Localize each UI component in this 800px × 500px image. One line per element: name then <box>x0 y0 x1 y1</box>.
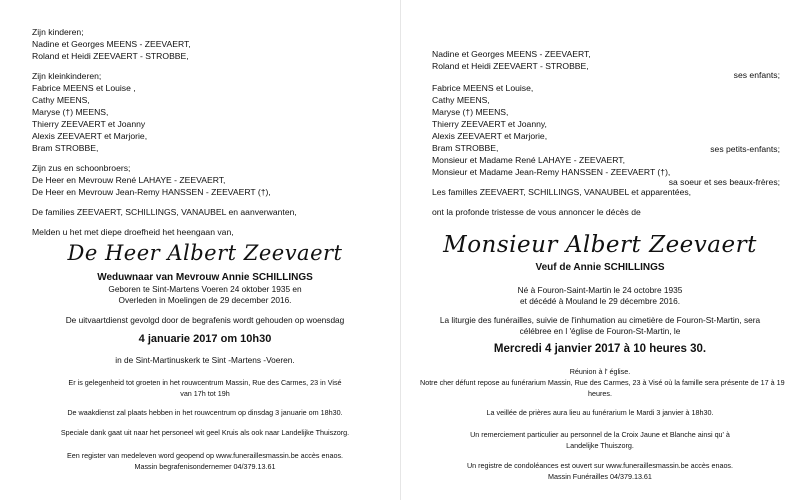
child-line: Roland et Heidi ZEEVAERT - STROBBE, <box>432 61 589 71</box>
children-label: ses enfants; <box>733 70 780 80</box>
funeral-date: Mercredi 4 janvier 2017 à 10 heures 30. <box>493 343 707 355</box>
sibling-line: De Heer en Mevrouw René LAHAYE - ZEEVAERT, <box>32 175 226 185</box>
sibling-line: Monsieur et Madame Jean-Remy HANSSEN - ZEEVAERT (†), <box>432 167 671 177</box>
liturgy-line: La liturgie des funérailles, suivie de l'inhumation au cimetière de Fouron-St-Martin, sera <box>439 315 761 325</box>
funeral-date: 4 januarie 2017 om 10h30 <box>138 333 272 345</box>
grandchild-line: Thierry ZEEVAERT et Joanny, <box>432 119 547 129</box>
grandchild-line: Fabrice MEENS et Louise , <box>32 83 136 93</box>
death-line: et décédé à Mouland le 29 décembre 2016. <box>519 296 681 306</box>
undertaker-line: Massin begrafenisondernemer 04/379.13.61 <box>134 462 276 471</box>
families-line: Les familles ZEEVAERT, SCHILLINGS, VANAUBEL et apparentées, <box>432 187 692 197</box>
grandchildren-label: ses petits-enfants; <box>710 144 780 154</box>
thanks-line: Landelijke Thuiszorg. <box>566 441 634 450</box>
thanks-line: Un remerciement particulier au personnel de la Croix Jaune et Blanche ainsi qu' à <box>470 430 730 439</box>
thanks-line: Speciale dank gaat uit naar het personeel wit geel Kruis als ook naar Landelijke Thuiszorg. <box>60 428 350 437</box>
grandchild-line: Fabrice MEENS et Louise, <box>432 83 534 93</box>
child-line: Nadine et Georges MEENS - ZEEVAERT, <box>432 49 591 59</box>
deceased-name: Monsieur Albert Zeevaert <box>443 232 757 258</box>
church-line: in de Sint-Martinuskerk te Sint -Martens -Voeren. <box>115 355 295 365</box>
vigil-line: La veillée de prières aura lieu au funérarium le Mardi 3 janvier à 18h30. <box>486 408 714 417</box>
grandchild-line: Bram STROBBE, <box>32 143 99 153</box>
grandchild-line: Maryse (†) MEENS, <box>432 107 509 117</box>
children-heading: Zijn kinderen; <box>32 27 84 37</box>
families-line: De families ZEEVAERT, SCHILLINGS, VANAUBEL en aanverwanten, <box>32 207 297 217</box>
grandchild-line: Bram STROBBE, <box>432 143 499 153</box>
child-line: Roland et Heidi ZEEVAERT - STROBBE, <box>32 51 189 61</box>
grandchild-line: Maryse (†) MEENS, <box>32 107 109 117</box>
widower-line: Weduwnaar van Mevrouw Annie SCHILLINGS <box>97 272 313 283</box>
grandchild-line: Thierry ZEEVAERT et Joanny <box>32 119 146 129</box>
widower-line: Veuf de Annie SCHILLINGS <box>535 262 665 273</box>
meeting-line: Réunion à l' église. <box>569 367 631 376</box>
undertaker-line: Massin Funérailles 04/379.13.61 <box>548 472 652 481</box>
siblings-label: sa soeur et ses beaux-frères; <box>668 177 780 187</box>
grandchild-line: Cathy MEENS, <box>432 95 490 105</box>
death-line: Overleden in Moelingen de 29 december 2016. <box>118 295 292 305</box>
funeral-intro: De uitvaartdienst gevolgd door de begrafenis wordt gehouden op woensdag <box>65 315 345 325</box>
viewing-line: Notre cher défunt repose au funérarium Massin, Rue des Carmes, 23 à Visé où la famille sera présente de 17 à 19 <box>420 378 785 387</box>
birth-line: Geboren te Sint-Martens Voeren 24 oktober 1935 en <box>108 284 302 294</box>
viewing-line: Er is gelegenheid tot groeten in het rouwcentrum Massin, Rue des Carmes, 23 in Visé <box>68 378 342 387</box>
siblings-heading: Zijn zus en schoonbroers; <box>32 163 131 173</box>
vigil-line: De waakdienst zal plaats hebben in het rouwcentrum op dinsdag 3 januarie om 18h30. <box>67 408 343 417</box>
grandchild-line: Alexis ZEEVAERT et Marjorie, <box>432 131 548 141</box>
viewing-hours: van 17h tot 19h <box>180 389 230 398</box>
announcement-line: Melden u het met diepe droefheid het heengaan van, <box>32 227 234 237</box>
viewing-hours: heures. <box>588 389 612 398</box>
sibling-line: Monsieur et Madame René LAHAYE - ZEEVAERT, <box>432 155 625 165</box>
birth-line: Né à Fouron-Saint-Martin le 24 octobre 1935 <box>517 285 683 295</box>
sibling-line: De Heer en Mevrouw Jean-Remy HANSSEN - ZEEVAERT (†), <box>32 187 271 197</box>
announcement-line: ont la profonde tristesse de vous annoncer le décès de <box>432 207 641 217</box>
page-fold <box>400 0 401 500</box>
register-line: Un registre de condoléances est ouvert sur www.funeraillesmassin.be accès enaos. <box>466 461 734 470</box>
child-line: Nadine et Georges MEENS - ZEEVAERT, <box>32 39 191 49</box>
grandchildren-heading: Zijn kleinkinderen; <box>32 71 102 81</box>
deceased-name: De Heer Albert Zeevaert <box>67 241 343 265</box>
grandchild-line: Alexis ZEEVAERT et Marjorie, <box>32 131 148 141</box>
grandchild-line: Cathy MEENS, <box>32 95 90 105</box>
liturgy-line: célébree en l 'église de Fouron-St-Martin, le <box>519 326 681 336</box>
register-line: Een register van medeleven word geopend op www.funeraillesmassin.be accès enaos. <box>66 451 344 460</box>
